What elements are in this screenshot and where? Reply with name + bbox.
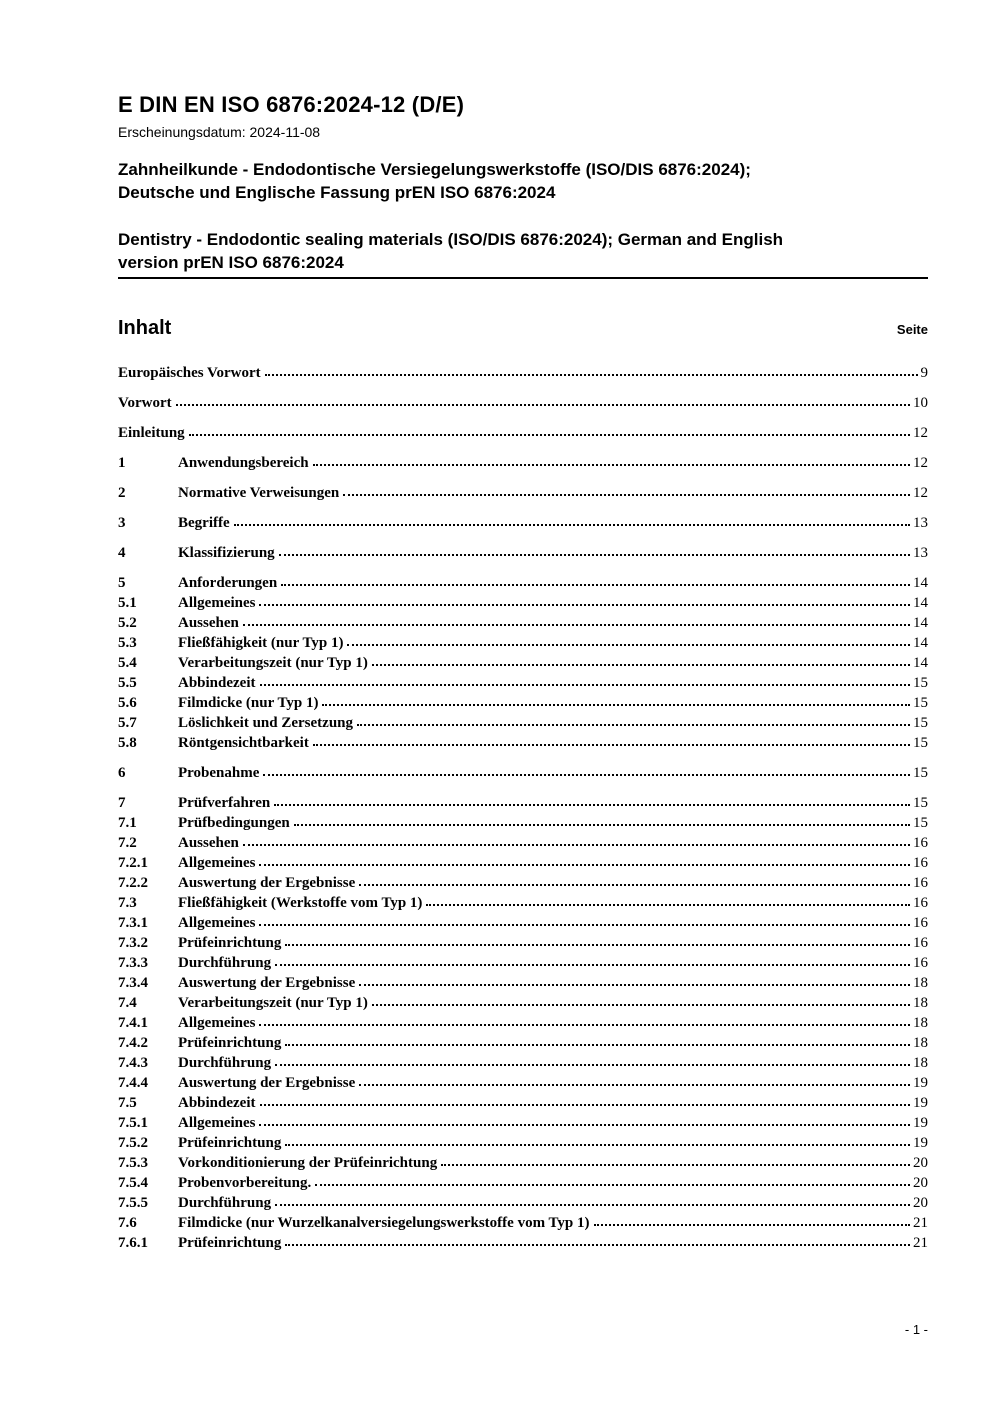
toc-entry <box>118 1055 928 1075</box>
toc-entry-title: Abbindezeit <box>178 1095 256 1111</box>
toc-entry-title: Durchführung <box>178 1195 272 1211</box>
toc-entry-page: 14 <box>913 655 928 671</box>
toc-entry <box>118 835 928 855</box>
toc-entry <box>118 815 928 835</box>
toc-entry <box>118 1035 928 1055</box>
toc-entry-title: Allgemeines <box>178 1115 256 1131</box>
toc-entry <box>118 1115 928 1135</box>
dotted-leader <box>372 664 910 666</box>
dotted-leader <box>315 1184 910 1186</box>
toc-entry <box>118 615 928 635</box>
dotted-leader <box>265 374 918 376</box>
title-german <box>118 158 928 204</box>
toc-entry-title: Begriffe <box>178 515 230 531</box>
dotted-leader <box>275 1064 910 1066</box>
dotted-leader <box>294 824 910 826</box>
toc-entry-page: 16 <box>913 895 928 911</box>
dotted-leader <box>313 464 910 466</box>
toc-entry <box>118 675 928 695</box>
toc-entry-page: 21 <box>913 1235 928 1251</box>
header-divider <box>118 277 928 279</box>
toc-entry-page: 12 <box>913 425 928 441</box>
dotted-leader <box>259 924 910 926</box>
toc-entry-number: 7.4.3 <box>118 1055 148 1071</box>
dotted-leader <box>176 404 910 406</box>
toc-entry-number: 2 <box>118 485 126 501</box>
toc-entry-page: 14 <box>913 635 928 651</box>
toc-entry-title: Aussehen <box>178 835 239 851</box>
dotted-leader <box>274 804 910 806</box>
toc-entry-number: 5.7 <box>118 715 137 731</box>
toc-entry-page: 15 <box>913 815 928 831</box>
toc-entry-page: 20 <box>913 1155 928 1171</box>
toc-entry-page: 20 <box>913 1195 928 1211</box>
toc-entry-title: Prüfverfahren <box>178 795 271 811</box>
toc-entry-page: 15 <box>913 675 928 691</box>
toc-entry-number: 5.2 <box>118 615 137 631</box>
toc-entry <box>118 1075 928 1095</box>
toc-entry-title: Allgemeines <box>178 855 256 871</box>
toc-entry-title: Einleitung <box>118 425 185 441</box>
toc-entry-page: 18 <box>913 1055 928 1071</box>
toc-entry-number: 7 <box>118 795 126 811</box>
toc-entry-number: 7.4.4 <box>118 1075 148 1091</box>
title-english <box>118 228 928 274</box>
page-number-footer: - 1 - <box>904 1322 928 1337</box>
toc-entry-title: Röntgensichtbarkeit <box>178 735 309 751</box>
toc-entry-page: 14 <box>913 615 928 631</box>
toc-entry <box>118 655 928 675</box>
dotted-leader <box>322 704 910 706</box>
toc-entry-page: 9 <box>920 365 928 381</box>
toc-entry-page: 18 <box>913 1015 928 1031</box>
toc-entry-number: 5.8 <box>118 735 137 751</box>
toc-entry-number: 7.6.1 <box>118 1235 148 1251</box>
toc-entry <box>118 975 928 995</box>
dotted-leader <box>285 1144 910 1146</box>
toc-entry-number: 7.4.2 <box>118 1035 148 1051</box>
toc-entry <box>118 545 928 565</box>
dotted-leader <box>275 1204 910 1206</box>
toc-entry-title: Prüfeinrichtung <box>178 1135 282 1151</box>
toc-entry-number: 7.5.5 <box>118 1195 148 1211</box>
dotted-leader <box>343 494 910 496</box>
toc-entry <box>118 735 928 755</box>
toc-entry-page: 18 <box>913 975 928 991</box>
toc-entry <box>118 765 928 785</box>
toc-entry <box>118 595 928 615</box>
toc-entry-title: Probenvorbereitung. <box>178 1175 312 1191</box>
toc-entry-number: 7.3.3 <box>118 955 148 971</box>
toc-entry-title: Auswertung der Ergebnisse <box>178 975 356 991</box>
dotted-leader <box>347 644 910 646</box>
toc-entry <box>118 1015 928 1035</box>
toc-entry-title: Auswertung der Ergebnisse <box>178 1075 356 1091</box>
toc-entry-number: 7.6 <box>118 1215 137 1231</box>
toc-entry <box>118 485 928 505</box>
toc-entry-page: 10 <box>913 395 928 411</box>
toc-entry-title: Allgemeines <box>178 915 256 931</box>
dotted-leader <box>357 724 910 726</box>
toc-entry-number: 5.5 <box>118 675 137 691</box>
toc-entry-number: 7.1 <box>118 815 137 831</box>
toc-entry-page: 21 <box>913 1215 928 1231</box>
toc-entry <box>118 635 928 655</box>
toc-entry-number: 7.2.2 <box>118 875 148 891</box>
toc-entry-title: Europäisches Vorwort <box>118 365 261 381</box>
toc-entry-page: 16 <box>913 935 928 951</box>
toc-entry-title: Auswertung der Ergebnisse <box>178 875 356 891</box>
toc-entry-number: 7.3.4 <box>118 975 148 991</box>
toc-entry <box>118 1215 928 1235</box>
toc-entry-number: 5.6 <box>118 695 137 711</box>
toc-entry-title: Prüfeinrichtung <box>178 1235 282 1251</box>
table-of-contents <box>118 365 928 1255</box>
dotted-leader <box>189 434 910 436</box>
toc-entry-page: 16 <box>913 835 928 851</box>
toc-entry-title: Durchführung <box>178 1055 272 1071</box>
toc-entry-title: Vorkonditionierung der Prüfeinrichtung <box>178 1155 438 1171</box>
toc-entry <box>118 365 928 385</box>
toc-entry <box>118 855 928 875</box>
toc-entry-title: Durchführung <box>178 955 272 971</box>
dotted-leader <box>259 1024 910 1026</box>
toc-header <box>118 315 928 341</box>
toc-entry <box>118 515 928 535</box>
toc-entry-number: 7.2 <box>118 835 137 851</box>
toc-entry-title: Verarbeitungszeit (nur Typ 1) <box>178 655 368 671</box>
toc-entry-title: Prüfbedingungen <box>178 815 290 831</box>
toc-entry-page: 16 <box>913 915 928 931</box>
dotted-leader <box>359 984 910 986</box>
toc-entry-page: 16 <box>913 855 928 871</box>
doc-number-title: E DIN EN ISO 6876:2024-12 (D/E) <box>118 92 465 117</box>
toc-entry-page: 19 <box>913 1135 928 1151</box>
toc-entry-page: 15 <box>913 695 928 711</box>
toc-entry <box>118 955 928 975</box>
toc-entry-number: 4 <box>118 545 126 561</box>
toc-entry-page: 19 <box>913 1115 928 1131</box>
toc-entry-number: 7.3.2 <box>118 935 148 951</box>
dotted-leader <box>259 864 910 866</box>
toc-entry-number: 7.5.4 <box>118 1175 148 1191</box>
toc-entry-page: 19 <box>913 1075 928 1091</box>
toc-entry <box>118 935 928 955</box>
toc-entry-title: Anforderungen <box>178 575 278 591</box>
toc-entry <box>118 795 928 815</box>
toc-entry-number: 7.5 <box>118 1095 137 1111</box>
toc-entry-page: 18 <box>913 995 928 1011</box>
title-english-line2: version prEN ISO 6876:2024 <box>118 253 344 272</box>
toc-entry-page: 15 <box>913 765 928 781</box>
toc-entry-page: 18 <box>913 1035 928 1051</box>
toc-entry-title: Aussehen <box>178 615 239 631</box>
toc-entry-page: 12 <box>913 455 928 471</box>
dotted-leader <box>263 774 910 776</box>
dotted-leader <box>243 624 910 626</box>
dotted-leader <box>259 1124 910 1126</box>
toc-entry-number: 1 <box>118 455 126 471</box>
toc-entry-title: Normative Verweisungen <box>178 485 340 501</box>
toc-entry-title: Löslichkeit und Zersetzung <box>178 715 354 731</box>
toc-entry-page: 12 <box>913 485 928 501</box>
toc-entry <box>118 1095 928 1115</box>
toc-entry <box>118 895 928 915</box>
toc-entry-page: 19 <box>913 1095 928 1111</box>
toc-entry <box>118 575 928 595</box>
dotted-leader <box>260 684 910 686</box>
dotted-leader <box>260 1104 910 1106</box>
toc-entry <box>118 425 928 445</box>
title-german-line2: Deutsche und Englische Fassung prEN ISO 6876:2024 <box>118 183 556 202</box>
toc-entry-title: Abbindezeit <box>178 675 256 691</box>
toc-entry-title: Allgemeines <box>178 595 256 611</box>
toc-page-column-label: Seite <box>896 322 928 337</box>
dotted-leader <box>441 1164 910 1166</box>
toc-entry <box>118 875 928 895</box>
dotted-leader <box>279 554 910 556</box>
toc-entry <box>118 1175 928 1195</box>
toc-entry <box>118 1135 928 1155</box>
toc-entry <box>118 455 928 475</box>
dotted-leader <box>285 1044 910 1046</box>
toc-entry-title: Probenahme <box>178 765 260 781</box>
toc-entry-title: Filmdicke (nur Wurzelkanalversiegelungswerkstoffe vom Typ 1) <box>178 1215 590 1231</box>
dotted-leader <box>259 604 910 606</box>
toc-entry-number: 7.3.1 <box>118 915 148 931</box>
toc-entry-page: 15 <box>913 735 928 751</box>
toc-entry-number: 7.5.1 <box>118 1115 148 1131</box>
toc-entry-number: 3 <box>118 515 126 531</box>
toc-entry-page: 16 <box>913 955 928 971</box>
toc-entry-number: 7.5.3 <box>118 1155 148 1171</box>
toc-heading: Inhalt <box>118 317 172 339</box>
dotted-leader <box>243 844 910 846</box>
toc-entry-page: 15 <box>913 795 928 811</box>
toc-entry-title: Vorwort <box>118 395 172 411</box>
toc-entry-number: 7.2.1 <box>118 855 148 871</box>
toc-entry-number: 5.3 <box>118 635 137 651</box>
toc-entry <box>118 695 928 715</box>
toc-entry-title: Prüfeinrichtung <box>178 1035 282 1051</box>
dotted-leader <box>426 904 910 906</box>
toc-entry <box>118 1195 928 1215</box>
dotted-leader <box>234 524 910 526</box>
toc-entry-page: 15 <box>913 715 928 731</box>
toc-entry-number: 6 <box>118 765 126 781</box>
toc-entry <box>118 395 928 415</box>
dotted-leader <box>285 944 910 946</box>
toc-entry <box>118 1235 928 1255</box>
dotted-leader <box>359 884 910 886</box>
dotted-leader <box>594 1224 910 1226</box>
toc-entry-page: 20 <box>913 1175 928 1191</box>
dotted-leader <box>359 1084 910 1086</box>
toc-entry-number: 7.4 <box>118 995 137 1011</box>
dotted-leader <box>285 1244 910 1246</box>
toc-entry-title: Fließfähigkeit (nur Typ 1) <box>178 635 344 651</box>
toc-entry-page: 13 <box>913 515 928 531</box>
toc-entry-number: 5.1 <box>118 595 137 611</box>
toc-entry-title: Anwendungsbereich <box>178 455 309 471</box>
toc-entry <box>118 1155 928 1175</box>
toc-entry-page: 14 <box>913 575 928 591</box>
toc-entry <box>118 915 928 935</box>
dotted-leader <box>372 1004 910 1006</box>
title-german-line1: Zahnheilkunde - Endodontische Versiegelungswerkstoffe (ISO/DIS 6876:2024); <box>118 160 751 179</box>
toc-entry-number: 7.5.2 <box>118 1135 148 1151</box>
toc-entry <box>118 995 928 1015</box>
toc-entry-title: Prüfeinrichtung <box>178 935 282 951</box>
dotted-leader <box>275 964 910 966</box>
toc-entry-page: 16 <box>913 875 928 891</box>
toc-entry-title: Klassifizierung <box>178 545 275 561</box>
toc-entry-number: 5 <box>118 575 126 591</box>
toc-entry-title: Verarbeitungszeit (nur Typ 1) <box>178 995 368 1011</box>
toc-entry <box>118 715 928 735</box>
toc-entry-number: 7.3 <box>118 895 137 911</box>
toc-entry-title: Filmdicke (nur Typ 1) <box>178 695 319 711</box>
toc-entry-number: 7.4.1 <box>118 1015 148 1031</box>
publication-date: Erscheinungsdatum: 2024-11-08 <box>118 124 321 140</box>
toc-entry-title: Allgemeines <box>178 1015 256 1031</box>
dotted-leader <box>313 744 910 746</box>
toc-entry-page: 13 <box>913 545 928 561</box>
toc-entry-page: 14 <box>913 595 928 611</box>
title-english-line1: Dentistry - Endodontic sealing materials (ISO/DIS 6876:2024); German and English <box>118 230 784 249</box>
dotted-leader <box>281 584 910 586</box>
toc-entry-number: 5.4 <box>118 655 137 671</box>
toc-entry-title: Fließfähigkeit (Werkstoffe vom Typ 1) <box>178 895 423 911</box>
